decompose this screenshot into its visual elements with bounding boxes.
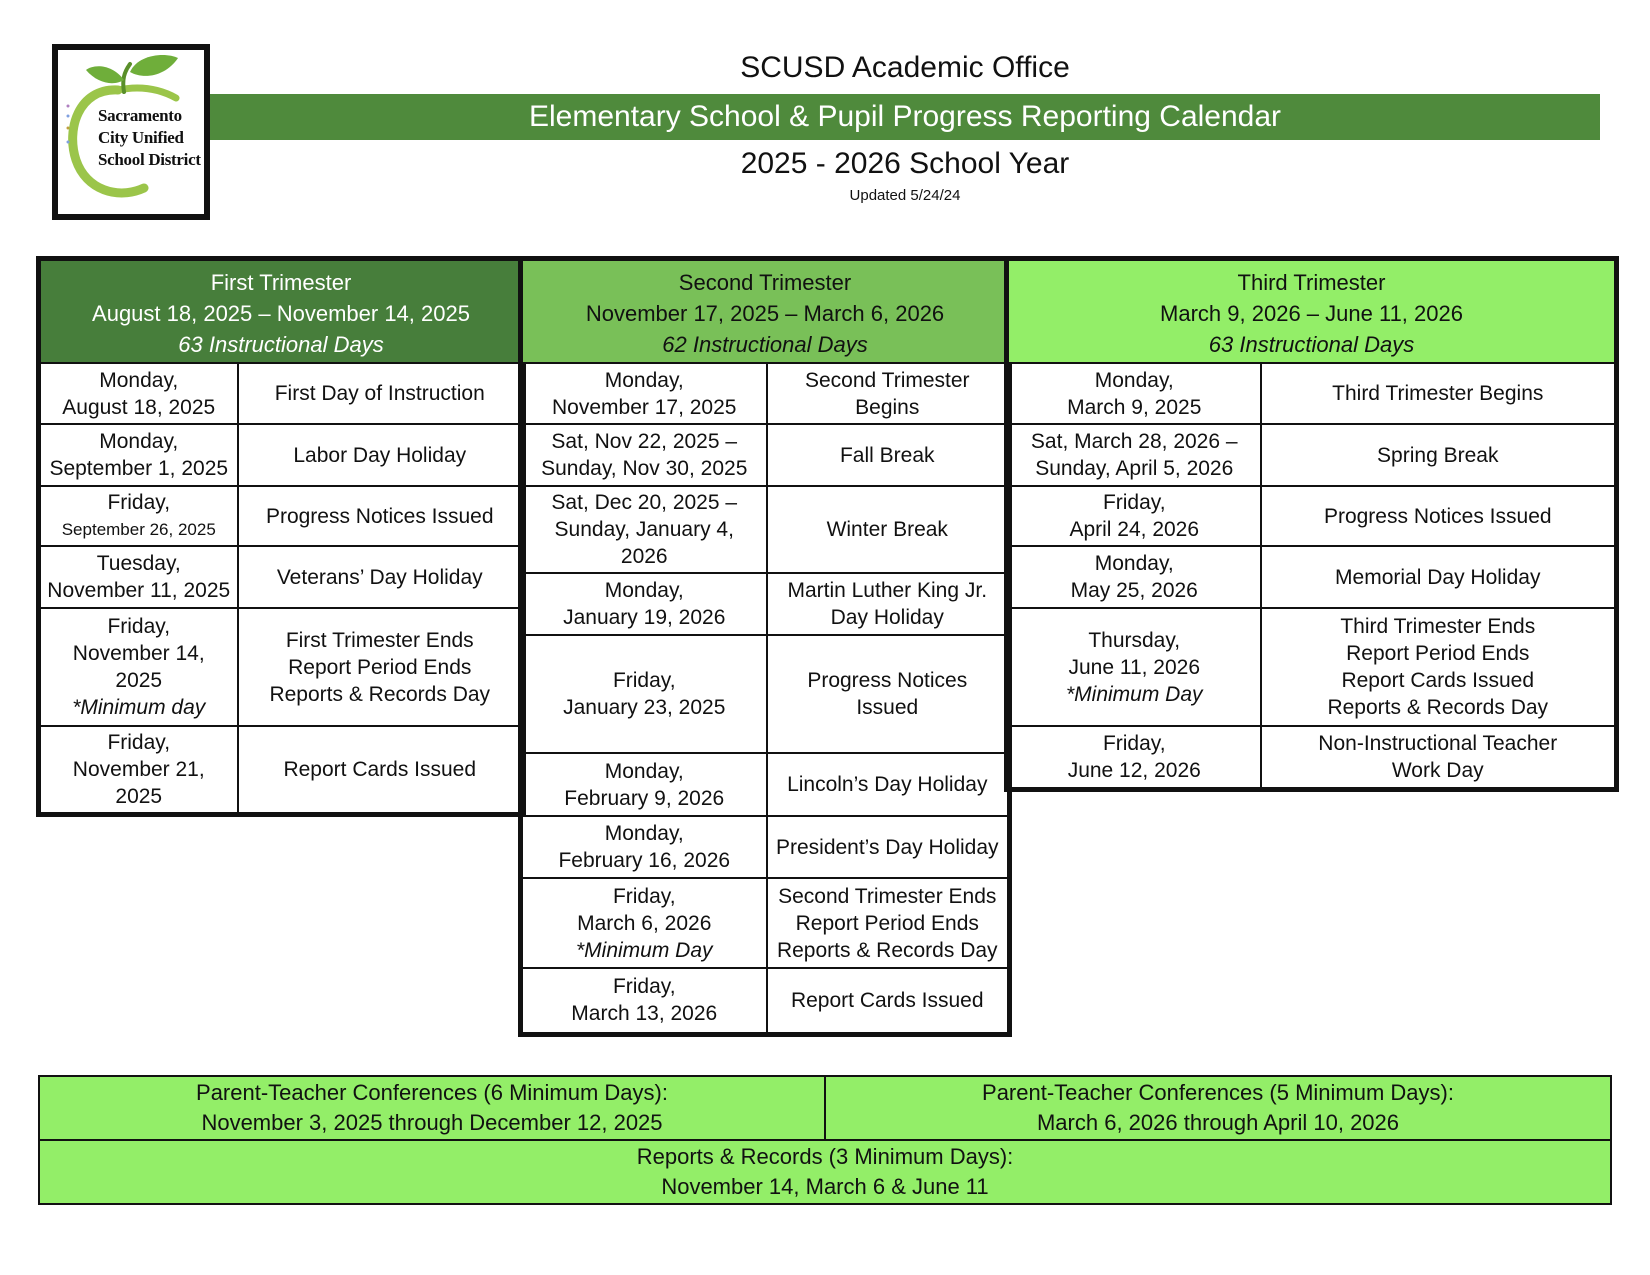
- conference-dates: March 6, 2026 through April 10, 2026: [1036, 1110, 1400, 1135]
- trimester-name: Third Trimester: [1237, 270, 1386, 295]
- conference-dates: November 3, 2025 through December 12, 2025: [201, 1110, 663, 1135]
- event-line: Fall Break: [839, 443, 935, 467]
- table-row: [39, 486, 524, 546]
- trimester-range: August 18, 2025 – November 14, 2025: [92, 301, 470, 326]
- date-line: November 17, 2025: [552, 395, 737, 419]
- event-line: Lincoln’s Day Holiday: [787, 773, 988, 796]
- event-line: Progress Notices Issued: [807, 669, 968, 719]
- date-line: Monday,: [604, 579, 684, 602]
- table-row: [39, 726, 524, 815]
- event-cell: [1261, 608, 1617, 726]
- event-line: Labor Day Holiday: [293, 443, 467, 467]
- event-line: Third Trimester Ends: [1340, 615, 1536, 638]
- date-line: September 26, 2025: [61, 520, 216, 539]
- event-line: Winter Break: [826, 518, 948, 541]
- table-row: [39, 608, 524, 726]
- table-row: [1007, 546, 1617, 608]
- event-line: Day Holiday: [830, 606, 944, 629]
- event-line: Report Period Ends: [1346, 642, 1530, 665]
- date-line: Tuesday,: [96, 552, 181, 575]
- event-line: Spring Break: [1377, 443, 1499, 467]
- trimester-range: March 9, 2026 – June 11, 2026: [1160, 301, 1463, 326]
- date-line: November 14, 2025: [72, 642, 205, 692]
- event-cell: [238, 363, 524, 424]
- date-line: Monday,: [1094, 552, 1174, 575]
- event-cell: [238, 546, 524, 608]
- event-cell: [767, 753, 1010, 816]
- date-line: Monday,: [604, 759, 684, 783]
- event-line: Report Cards Issued: [283, 758, 477, 781]
- event-cell: [767, 486, 1010, 573]
- logo-text-line: Sacramento: [98, 106, 182, 125]
- event-line: Progress Notices Issued: [1323, 504, 1552, 528]
- date-line: June 11, 2026: [1068, 655, 1201, 679]
- date-cell: [1007, 424, 1261, 486]
- date-line: November 21, 2025: [72, 758, 205, 808]
- trimester-header: [521, 259, 1010, 364]
- date-cell: [521, 363, 767, 424]
- event-line: Memorial Day Holiday: [1335, 565, 1541, 589]
- trimester-range: November 17, 2025 – March 6, 2026: [585, 301, 945, 326]
- event-line: Report Period Ends: [288, 655, 472, 679]
- event-line: Martin Luther King Jr.: [787, 579, 988, 602]
- trimester-header: [39, 259, 524, 364]
- table-row: [1007, 424, 1617, 486]
- event-cell: [238, 726, 524, 815]
- event-line: Work Day: [1391, 758, 1484, 782]
- reports-records-cell: [39, 1140, 1611, 1204]
- event-cell: [767, 968, 1010, 1034]
- conference-title: Parent-Teacher Conferences (6 Minimum Days):: [196, 1080, 668, 1105]
- table-row: [521, 424, 1010, 486]
- event-cell: [238, 424, 524, 486]
- date-cell: [39, 424, 238, 486]
- logo-text-line: School District: [98, 150, 201, 169]
- date-cell: [39, 546, 238, 608]
- table-row: [521, 878, 1010, 968]
- date-line: Monday,: [99, 430, 179, 453]
- date-line: March 6, 2026: [577, 911, 712, 935]
- date-line: August 18, 2025: [62, 395, 216, 419]
- table-row: [39, 363, 524, 424]
- table-row: [39, 546, 524, 608]
- date-cell: [521, 878, 767, 968]
- date-line: September 1, 2025: [49, 457, 229, 480]
- event-cell: [238, 486, 524, 546]
- date-cell: [521, 968, 767, 1034]
- event-line: First Day of Instruction: [274, 382, 485, 405]
- event-cell: [1261, 486, 1617, 546]
- instructional-days: 63 Instructional Days: [178, 332, 384, 357]
- event-line: President’s Day Holiday: [775, 835, 999, 859]
- table-row: [39, 424, 524, 486]
- date-cell: [521, 573, 767, 635]
- table-row: [521, 968, 1010, 1034]
- date-cell: [1007, 608, 1261, 726]
- third-trimester-table: [1004, 256, 1619, 792]
- date-cell: [521, 816, 767, 878]
- instructional-days: 63 Instructional Days: [1208, 332, 1415, 357]
- table-row: [521, 363, 1010, 424]
- minimum-day-note: *Minimum Day: [575, 938, 713, 962]
- updated-date: Updated 5/24/24: [849, 187, 961, 204]
- date-cell: [39, 363, 238, 424]
- conference-title: Parent-Teacher Conferences (5 Minimum Days):: [982, 1080, 1454, 1105]
- date-line: Friday,: [107, 491, 171, 514]
- event-cell: [1261, 424, 1617, 486]
- date-line: Sunday, January 4, 2026: [554, 518, 734, 568]
- event-line: Reports & Records Day: [1327, 696, 1549, 719]
- date-line: Sat, March 28, 2026 –: [1030, 430, 1238, 453]
- date-line: March 9, 2025: [1067, 395, 1202, 419]
- reports-records-title: Reports & Records (3 Minimum Days):: [636, 1144, 1014, 1169]
- table-row: [1007, 486, 1617, 546]
- event-cell: [767, 573, 1010, 635]
- date-line: Sat, Nov 22, 2025 –: [551, 430, 738, 453]
- table-row: [1007, 363, 1617, 424]
- minimum-day-note: *Minimum day: [72, 696, 206, 719]
- event-line: Non-Instructional Teacher: [1318, 731, 1558, 755]
- date-line: Monday,: [99, 368, 179, 392]
- date-cell: [39, 486, 238, 546]
- date-line: June 12, 2026: [1067, 758, 1201, 782]
- date-line: February 16, 2026: [558, 849, 731, 872]
- table-row: [39, 1140, 1611, 1204]
- second-trimester-table: [518, 256, 1012, 1037]
- table-row: [1007, 608, 1617, 726]
- event-line: Veterans’ Day Holiday: [276, 565, 483, 589]
- date-line: Friday,: [612, 669, 676, 692]
- date-cell: [1007, 363, 1261, 424]
- event-cell: [1261, 363, 1617, 424]
- date-line: February 9, 2026: [564, 786, 725, 810]
- date-line: Sunday, Nov 30, 2025: [541, 457, 748, 480]
- conference-cell-spring: [825, 1076, 1611, 1140]
- date-line: Friday,: [612, 884, 676, 908]
- date-line: Friday,: [612, 975, 676, 999]
- date-line: Friday,: [107, 615, 171, 638]
- date-cell: [1007, 486, 1261, 546]
- date-cell: [521, 753, 767, 816]
- event-cell: [767, 816, 1010, 878]
- date-line: Sunday, April 5, 2026: [1035, 457, 1234, 480]
- event-cell: [1261, 546, 1617, 608]
- event-line: Progress Notices Issued: [265, 504, 494, 528]
- event-cell: [767, 878, 1010, 968]
- minimum-day-note: *Minimum Day: [1065, 682, 1203, 706]
- event-line: Reports & Records Day: [776, 938, 998, 962]
- table-row: [521, 486, 1010, 573]
- date-line: May 25, 2026: [1070, 579, 1198, 602]
- date-line: Monday,: [604, 368, 684, 392]
- instructional-days: 62 Instructional Days: [662, 332, 868, 357]
- table-row: [521, 635, 1010, 753]
- date-line: Friday,: [1102, 491, 1166, 514]
- logo-text-line: City Unified: [98, 128, 184, 147]
- event-cell: [1261, 726, 1617, 789]
- event-line: Report Cards Issued: [790, 988, 984, 1012]
- table-row: [521, 816, 1010, 878]
- trimester-header: [1007, 259, 1617, 364]
- date-line: Monday,: [1094, 368, 1174, 392]
- table-row: [521, 753, 1010, 816]
- first-trimester-table: [36, 256, 526, 817]
- trimester-name: Second Trimester: [678, 270, 852, 295]
- date-line: Friday,: [107, 731, 171, 754]
- event-line: Reports & Records Day: [269, 682, 491, 706]
- event-line: Report Cards Issued: [1341, 669, 1535, 692]
- table-row: [1007, 726, 1617, 789]
- date-cell: [521, 424, 767, 486]
- table-row: [521, 573, 1010, 635]
- date-line: Monday,: [604, 822, 684, 845]
- date-line: Sat, Dec 20, 2025 –: [551, 491, 738, 514]
- trimester-name: First Trimester: [210, 270, 352, 295]
- office-title: SCUSD Academic Office: [740, 51, 1070, 84]
- event-line: First Trimester Ends: [285, 628, 474, 652]
- event-cell: [238, 608, 524, 726]
- date-cell: [1007, 546, 1261, 608]
- calendar-title-bar: Elementary School & Pupil Progress Reporting Calendar: [210, 94, 1600, 140]
- event-line: Third Trimester Begins: [1332, 382, 1544, 405]
- school-year-title: 2025 - 2026 School Year: [740, 147, 1070, 180]
- date-line: Thursday,: [1088, 628, 1181, 652]
- date-line: April 24, 2026: [1069, 518, 1200, 541]
- date-line: November 11, 2025: [47, 579, 231, 602]
- event-line: Second Trimester Ends: [778, 884, 997, 908]
- date-cell: [39, 608, 238, 726]
- table-row: [39, 1076, 1611, 1140]
- date-line: January 19, 2026: [563, 606, 726, 629]
- event-cell: [767, 424, 1010, 486]
- reports-records-dates: November 14, March 6 & June 11: [661, 1174, 989, 1199]
- date-line: January 23, 2025: [563, 696, 726, 719]
- conference-cell-fall: [39, 1076, 825, 1140]
- date-cell: [521, 635, 767, 753]
- event-cell: [767, 635, 1010, 753]
- date-cell: [1007, 726, 1261, 789]
- event-line: Report Period Ends: [795, 911, 979, 935]
- event-line: Second Trimester Begins: [804, 368, 970, 419]
- date-cell: [39, 726, 238, 815]
- conferences-summary-table: [38, 1075, 1612, 1205]
- date-line: Friday,: [1102, 731, 1166, 755]
- date-cell: [521, 486, 767, 573]
- event-cell: [767, 363, 1010, 424]
- date-line: March 13, 2026: [571, 1002, 718, 1026]
